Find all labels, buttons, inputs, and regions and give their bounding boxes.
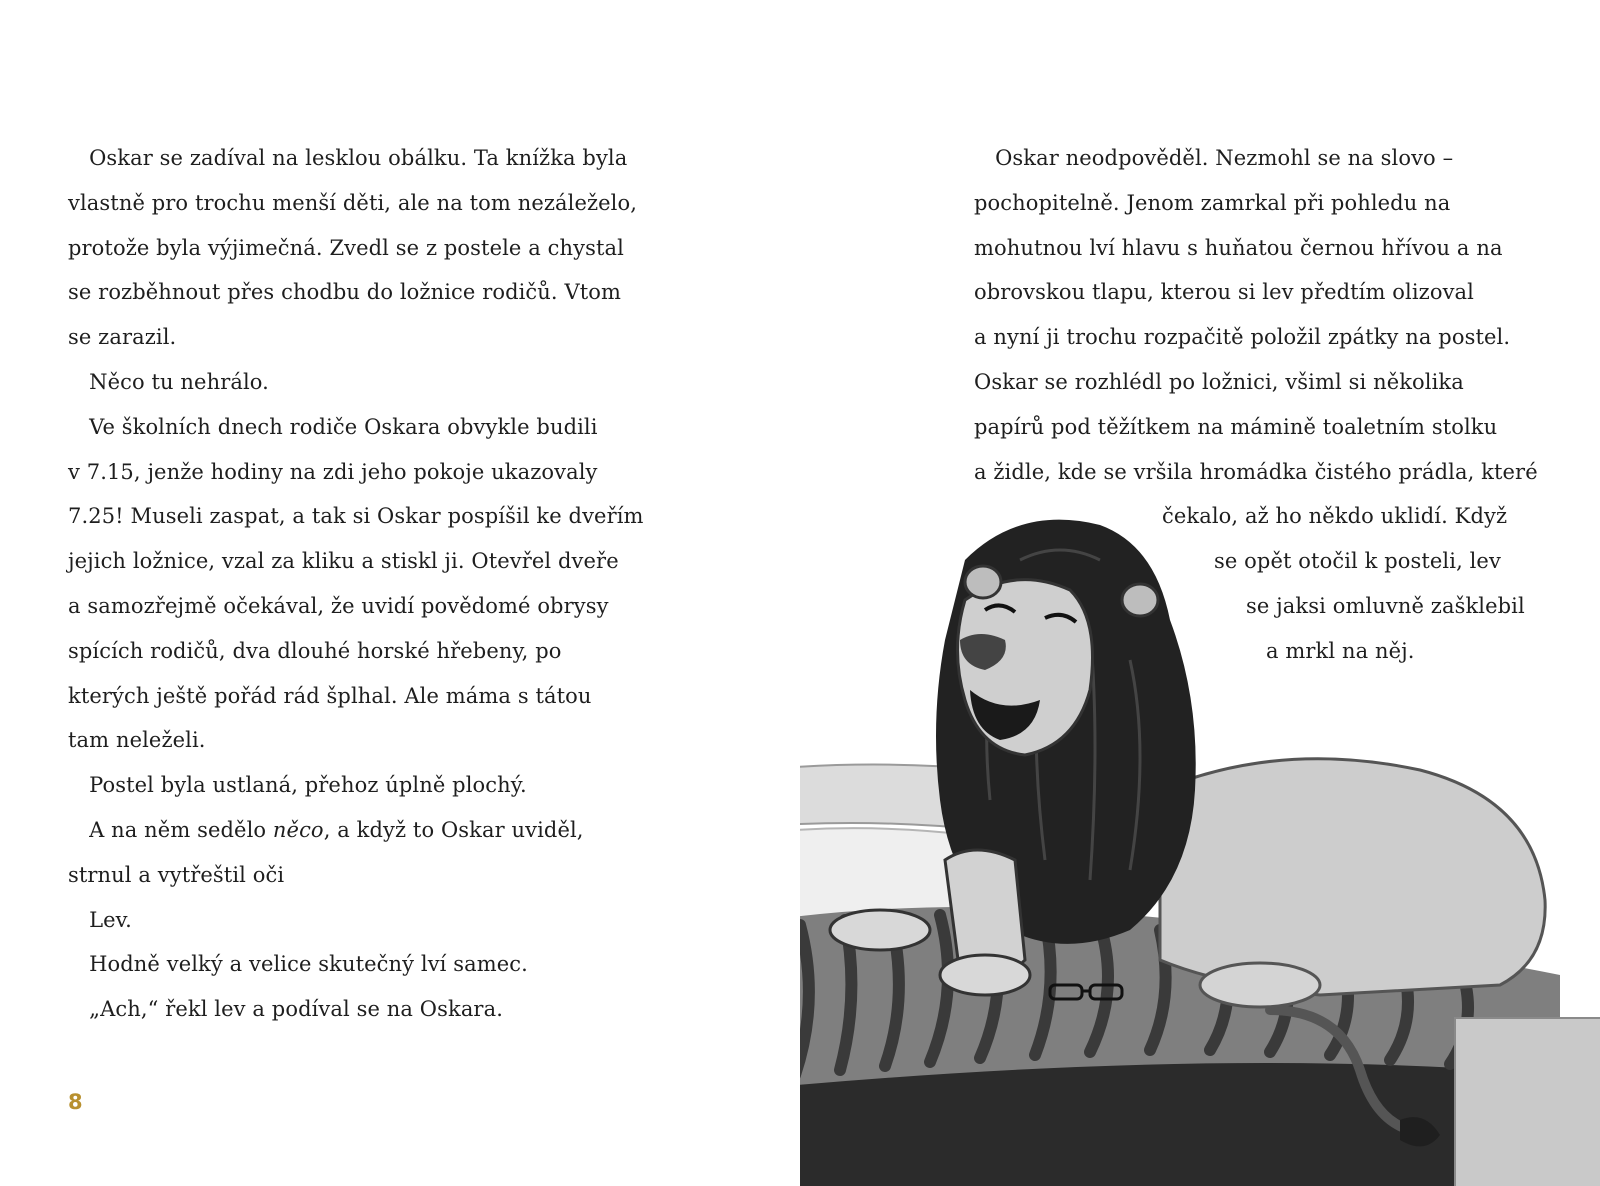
text-line: spících rodičů, dva dlouhé horské hřebeny, po: [68, 638, 562, 663]
lion-body: [1160, 759, 1545, 995]
text-line: a samozřejmě očekával, že uvidí povědomé obrysy: [68, 593, 609, 618]
text-line-wrapped: se jaksi omluvně zašklebil: [1246, 593, 1525, 618]
text-line: Ve školních dnech rodiče Oskara obvykle budili: [68, 414, 598, 439]
text-run: , a když to Oskar uviděl,: [323, 817, 584, 842]
text-line: a nyní ji trochu rozpačitě položil zpátky na postel.: [974, 325, 1511, 350]
back-paw: [1200, 963, 1320, 1007]
text-line: v 7.15, jenže hodiny na zdi jeho pokoje ukazovaly: [68, 459, 598, 484]
text-line: Něco tu nehrálo.: [68, 369, 269, 394]
text-line-wrapped: se opět otočil k posteli, lev: [1214, 549, 1501, 574]
lion-front-paw: [940, 955, 1030, 995]
text-line-wrapped: a mrkl na něj.: [1266, 638, 1415, 663]
text-line: Oskar neodpověděl. Nezmohl se na slovo –: [974, 146, 1454, 170]
text-line: jejich ložnice, vzal za kliku a stiskl ji. Otevřel dveře: [68, 549, 619, 574]
text-line: mohutnou lví hlavu s huňatou černou hřívou a na: [974, 235, 1503, 260]
italic-word: něco: [272, 817, 324, 842]
text-line: Lev.: [68, 907, 132, 932]
text-line: kterých ještě pořád rád šplhal. Ale máma s tátou: [68, 683, 592, 708]
text-line: 7.25! Museli zaspat, a tak si Oskar pospíšil ke dveřím: [68, 504, 644, 529]
text-line: pochopitelně. Jenom zamrkal při pohledu na: [974, 190, 1451, 215]
text-line: „Ach,“ řekl lev a podíval se na Oskara.: [68, 997, 503, 1022]
text-run: A na něm sedělo: [68, 817, 273, 842]
text-line: papírů pod těžítkem na mámině toaletním stolku: [974, 414, 1498, 439]
text-line: a židle, kde se vršila hromádka čistého prádla, které: [974, 459, 1538, 484]
text-line: obrovskou tlapu, kterou si lev předtím olizoval: [974, 280, 1474, 305]
text-line: Oskar se zadíval na lesklou obálku. Ta knížka byla: [68, 146, 628, 170]
text-line: se zarazil.: [68, 325, 177, 350]
text-line-wrapped: čekalo, až ho někdo uklidí. Když: [1162, 504, 1508, 529]
right-page-text: [974, 136, 1574, 674]
text-line: Postel byla ustlaná, přehoz úplně plochý.: [68, 773, 527, 798]
nightstand: [1455, 1018, 1600, 1186]
right-page: [800, 0, 1600, 1186]
text-line: tam neleželi.: [68, 728, 206, 753]
text-line: vlastně pro trochu menší děti, ale na tom nezáleželo,: [68, 190, 637, 215]
page-number: 8: [68, 1090, 83, 1114]
text-line: se rozběhnout přes chodbu do ložnice rodičů. Vtom: [68, 280, 622, 305]
left-page-text: [68, 136, 668, 1032]
text-line-emphasis: [68, 808, 668, 853]
text-line: strnul a vytřeštil oči: [68, 862, 285, 887]
text-line: Hodně velký a velice skutečný lví samec.: [68, 952, 528, 977]
text-line: Oskar se rozhlédl po ložnici, všiml si několika: [974, 369, 1464, 394]
lion-paw-left: [830, 910, 930, 950]
text-line: protože byla výjimečná. Zvedl se z postele a chystal: [68, 235, 624, 260]
